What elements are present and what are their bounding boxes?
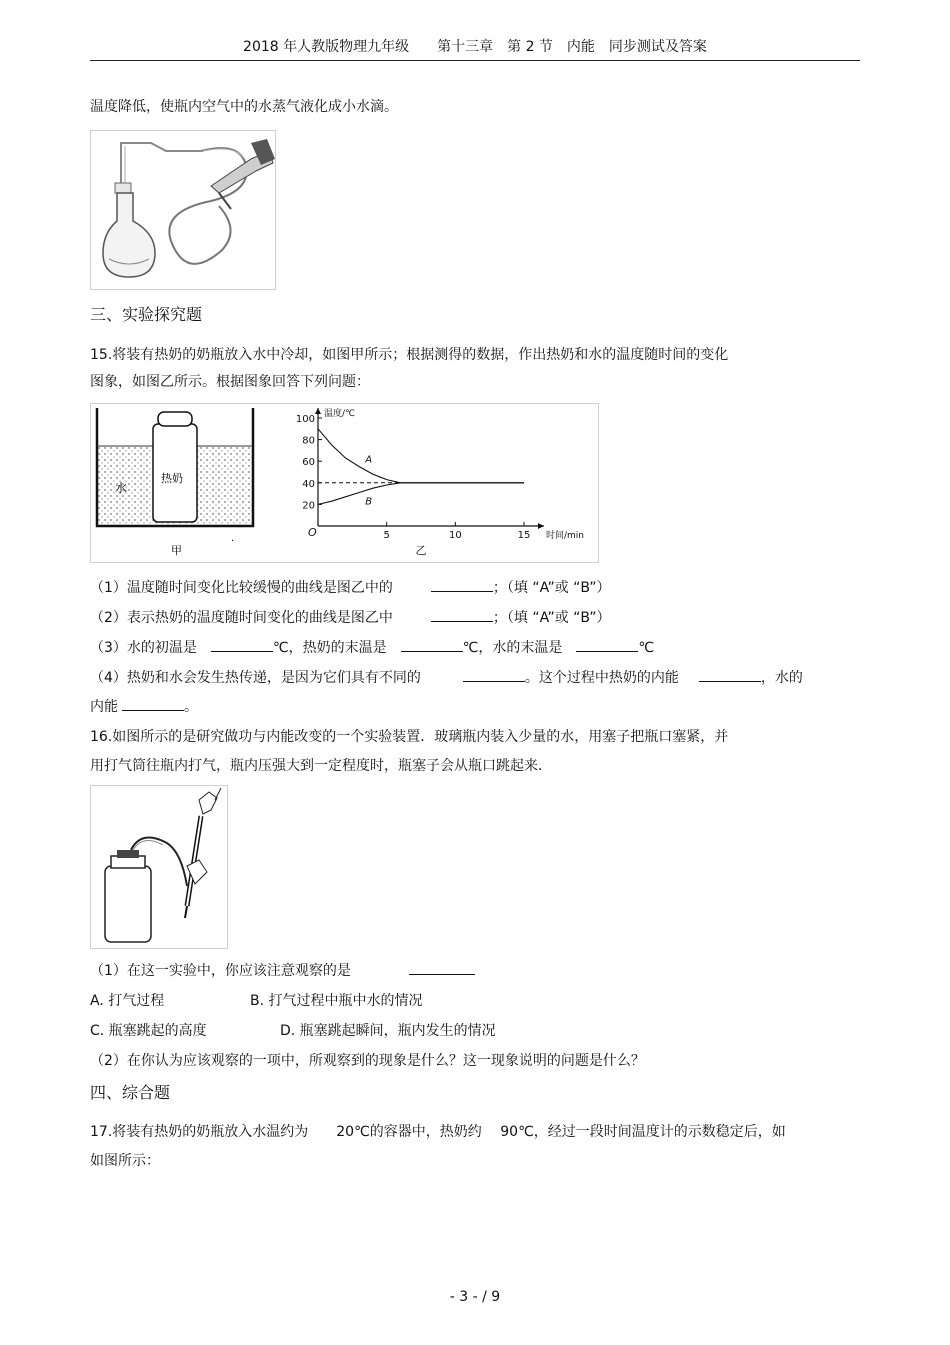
q15-sub2-blank[interactable] bbox=[431, 607, 493, 622]
bottle-pump-figure bbox=[90, 785, 228, 949]
header-rule bbox=[90, 60, 860, 61]
milk-label: 热奶 bbox=[161, 472, 183, 485]
q15-sub4-blank1[interactable] bbox=[463, 667, 525, 682]
q16-line2: 用打气筒往瓶内打气，瓶内压强大到一定程度时，瓶塞子会从瓶口跳起来． bbox=[90, 758, 552, 774]
series-label-b: B bbox=[365, 496, 373, 508]
beaker-bottle-drawing bbox=[91, 404, 291, 562]
q15-sub4-blank2[interactable] bbox=[699, 667, 761, 682]
q15-sub3-part2: ℃，热奶的末温是 bbox=[272, 640, 387, 656]
q15-sub3-blank3[interactable] bbox=[576, 637, 638, 652]
q15-line1: 15.将装有热奶的奶瓶放入水中冷却，如图甲所示；根据测得的数据，作出热奶和水的温度随时间的变化 bbox=[90, 347, 729, 363]
q15-sub4-end: 。 bbox=[184, 699, 198, 715]
q17-line2: 如图所示： bbox=[90, 1153, 160, 1169]
q15-sub4-line2 bbox=[90, 696, 198, 716]
y-tick-label: 100 bbox=[296, 414, 315, 425]
x-tick-label: 10 bbox=[448, 530, 462, 541]
figure-jia-caption: 甲 bbox=[171, 544, 182, 557]
q15-sub1-suffix: ；（填 “A”或 “B”） bbox=[492, 580, 611, 596]
y-axis-label: 温度/℃ bbox=[324, 409, 356, 419]
x-tick-label: 15 bbox=[517, 530, 531, 541]
q16-option-d[interactable]: D. 瓶塞跳起瞬间，瓶内发生的情况 bbox=[280, 1023, 496, 1039]
x-tick-label: 5 bbox=[383, 530, 390, 541]
intro-line: 温度降低，使瓶内空气中的水蒸气液化成小水滴。 bbox=[90, 99, 398, 115]
temperature-chart bbox=[296, 404, 598, 562]
q15-sub3-part1: （3）水的初温是 bbox=[90, 640, 197, 656]
series-line-b bbox=[318, 483, 524, 505]
milk-cooling-figure bbox=[90, 403, 599, 563]
q17-line1: 17.将装有热奶的奶瓶放入水温约为 20℃的容器中，热奶约 90℃，经过一段时间温度计的示数稳定后，如 bbox=[90, 1124, 786, 1140]
q15-sub3-part4: ℃ bbox=[638, 640, 655, 656]
q15-sub2 bbox=[90, 607, 611, 627]
figure-yi-caption: 乙 bbox=[415, 544, 427, 557]
q16-sub1 bbox=[90, 960, 475, 980]
x-axis-arrow bbox=[538, 523, 544, 529]
flask-pump-drawing bbox=[91, 131, 275, 289]
q16-sub2: （2）在你认为应该观察的一项中，所观察到的现象是什么？这一现象说明的问题是什么？ bbox=[90, 1053, 645, 1069]
series-line-a bbox=[318, 429, 524, 483]
flask-pump-figure bbox=[90, 130, 276, 290]
q15-sub4-part3: ，水的 bbox=[760, 670, 803, 686]
series-label-a: A bbox=[365, 454, 373, 466]
origin-label: O bbox=[308, 526, 317, 539]
q15-sub1-blank[interactable] bbox=[431, 577, 493, 592]
q15-sub1-text: （1）温度随时间变化比较缓慢的曲线是图乙中的 bbox=[90, 580, 393, 596]
q15-sub2-suffix: ；（填 “A”或 “B”） bbox=[492, 610, 611, 626]
q15-sub4-blank3[interactable] bbox=[122, 696, 184, 711]
y-tick-label: 60 bbox=[302, 457, 315, 469]
bottle-pump-drawing bbox=[91, 786, 227, 948]
page-number: - 3 - / 9 bbox=[449, 1289, 501, 1305]
page-header: 2018 年人教版物理九年级 第十三章 第 2 节 内能 同步测试及答案 bbox=[243, 39, 707, 55]
q15-sub4-part1: （4）热奶和水会发生热传递，是因为它们具有不同的 bbox=[90, 670, 421, 686]
y-tick-label: 20 bbox=[302, 500, 315, 512]
water-label: 水 bbox=[115, 481, 128, 495]
q15-sub3-blank1[interactable] bbox=[211, 637, 273, 652]
y-tick-label: 80 bbox=[302, 435, 315, 447]
y-tick-label: 40 bbox=[302, 478, 315, 490]
y-axis-arrow bbox=[315, 408, 321, 414]
q16-line1: 16.如图所示的是研究做功与内能改变的一个实验装置．玻璃瓶内装入少量的水，用塞子把瓶口塞紧，并 bbox=[90, 729, 729, 745]
q15-sub4-line2-text: 内能 bbox=[90, 699, 118, 715]
q15-sub3-blank2[interactable] bbox=[401, 637, 463, 652]
q16-sub1-blank[interactable] bbox=[409, 960, 475, 975]
q16-option-b[interactable]: B. 打气过程中瓶中水的情况 bbox=[250, 993, 423, 1009]
q15-sub3-part3: ℃，水的末温是 bbox=[462, 640, 563, 656]
q15-sub4 bbox=[90, 667, 803, 687]
q16-option-a[interactable]: A. 打气过程 bbox=[90, 993, 165, 1009]
q15-sub4-part2: 。这个过程中热奶的内能 bbox=[524, 670, 679, 686]
q15-sub3 bbox=[90, 637, 654, 657]
q15-sub2-text: （2）表示热奶的温度随时间变化的曲线是图乙中 bbox=[90, 610, 393, 626]
q15-line2: 图象，如图乙所示。根据图象回答下列问题： bbox=[90, 374, 370, 390]
section-four-title: 四、综合题 bbox=[90, 1083, 171, 1102]
q16-sub1-text: （1）在这一实验中，你应该注意观察的是 bbox=[90, 963, 351, 979]
q15-sub1 bbox=[90, 577, 611, 597]
svg-text:·: · bbox=[231, 536, 235, 547]
q16-option-c[interactable]: C. 瓶塞跳起的高度 bbox=[90, 1023, 207, 1039]
x-axis-label: 时间/min bbox=[546, 531, 585, 541]
section-three-title: 三、实验探究题 bbox=[90, 305, 203, 324]
